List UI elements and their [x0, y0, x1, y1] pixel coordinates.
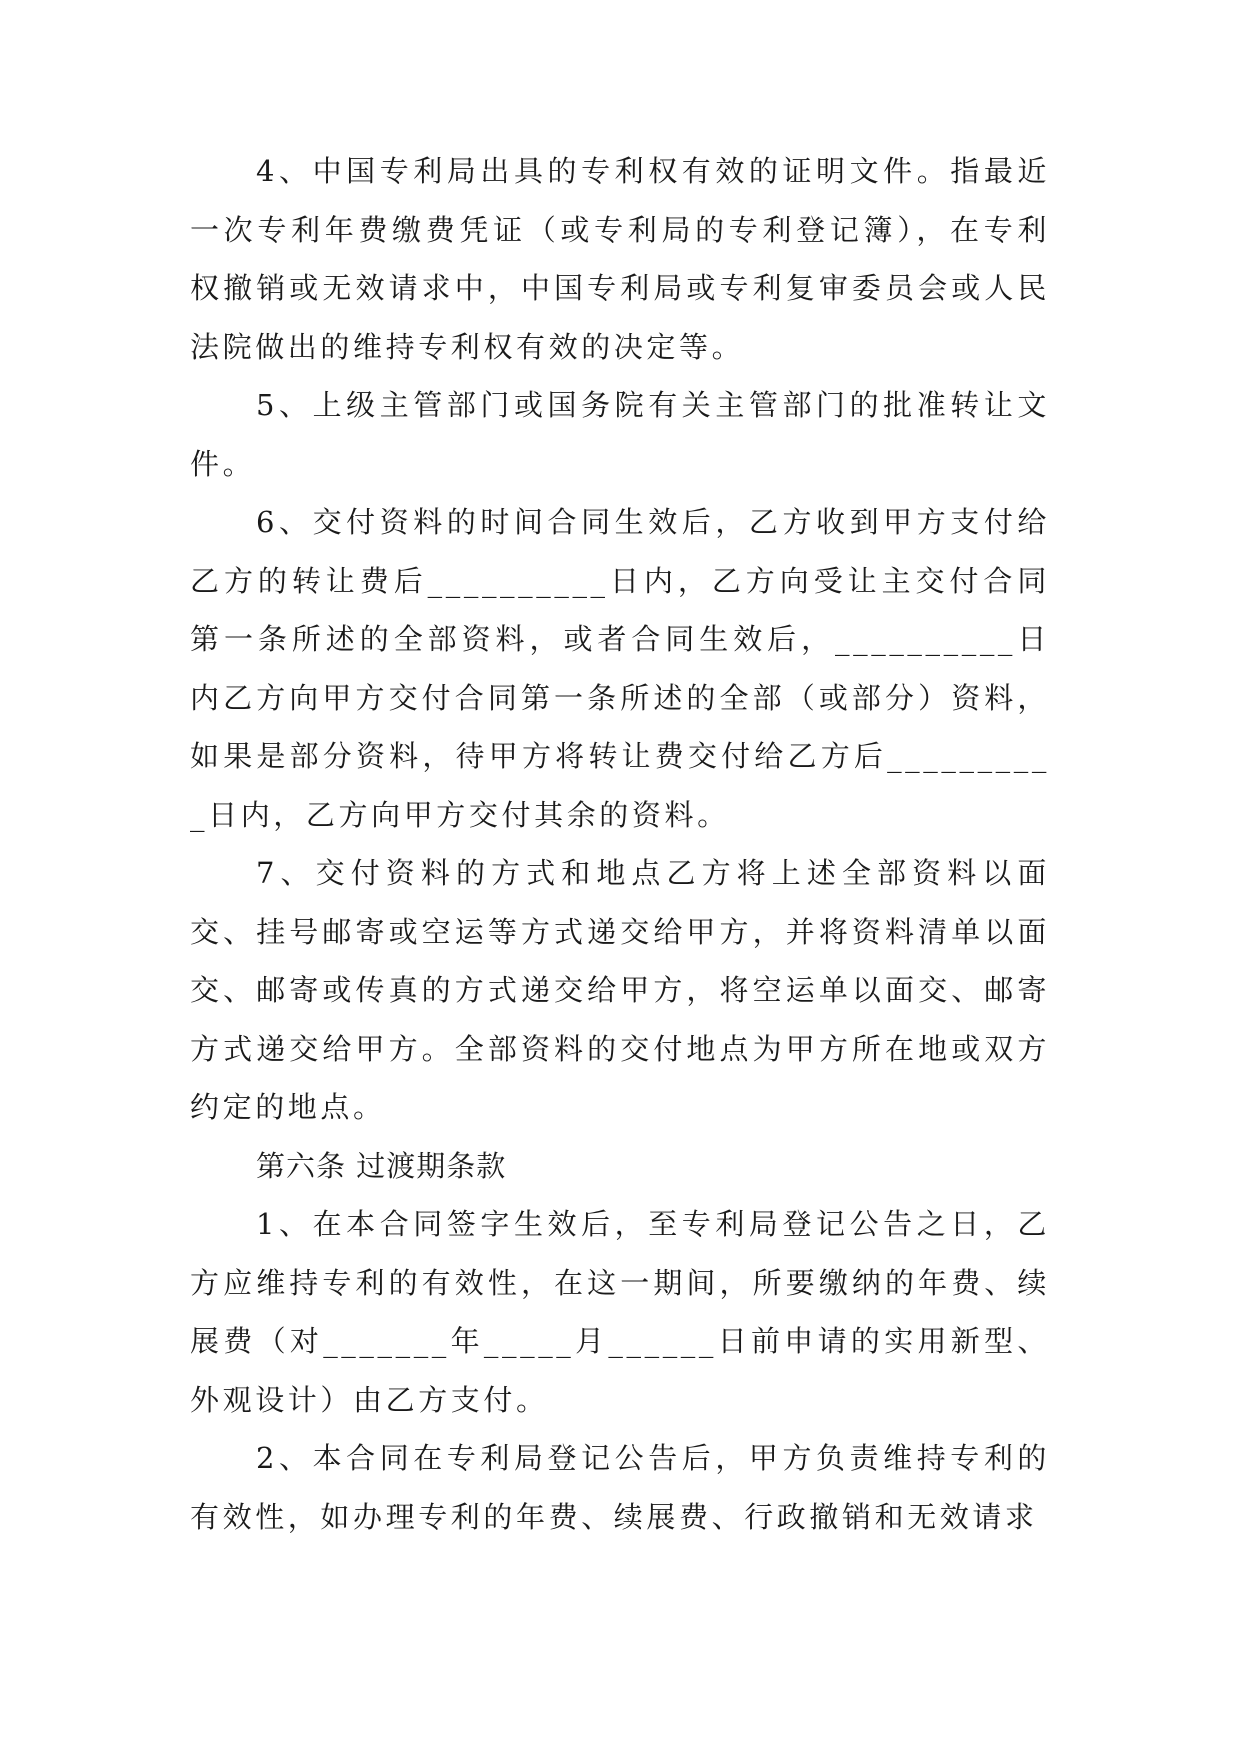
- section-paragraph-2: 2、本合同在专利局登记公告后，甲方负责维持专利的有效性，如办理专利的年费、续展费、行政撤销和无效请求: [190, 1441, 1050, 1534]
- document-page: [190, 142, 1050, 1546]
- paragraph-item-4: 4、中国专利局出具的专利权有效的证明文件。指最近一次专利年费缴费凭证（或专利局的专利登记簿），在专利权撤销或无效请求中，中国专利局或专利复审委员会或人民法院做出的维持专利权有效的决定等。: [190, 154, 1050, 364]
- paragraph-item-7: 7、交付资料的方式和地点乙方将上述全部资料以面交、挂号邮寄或空运等方式递交给甲方，并将资料清单以面交、邮寄或传真的方式递交给甲方，将空运单以面交、邮寄方式递交给甲方。全部资料的交付地点为甲方所在地或双方约定的地点。: [190, 856, 1050, 1124]
- paragraph-item-6: 6、交付资料的时间合同生效后，乙方收到甲方支付给乙方的转让费后__________日内，乙方向受让主交付合同第一条所述的全部资料，或者合同生效后，__________日内乙方向甲方交付合同第一条所述的全部（或部分）资料，如果是部分资料，待甲方将转让费交付给乙方后__________日内，乙方向甲方交付其余的资料。: [190, 505, 1050, 832]
- section-paragraph-1: 1、在本合同签字生效后，至专利局登记公告之日，乙方应维持专利的有效性，在这一期间，所要缴纳的年费、续展费（对_______年_____月______日前申请的实用新型、外观设计）由乙方支付。: [190, 1207, 1050, 1417]
- section-heading: 第六条 过渡期条款: [256, 1148, 507, 1183]
- paragraph-item-5: 5、上级主管部门或国务院有关主管部门的批准转让文件。: [190, 388, 1050, 481]
